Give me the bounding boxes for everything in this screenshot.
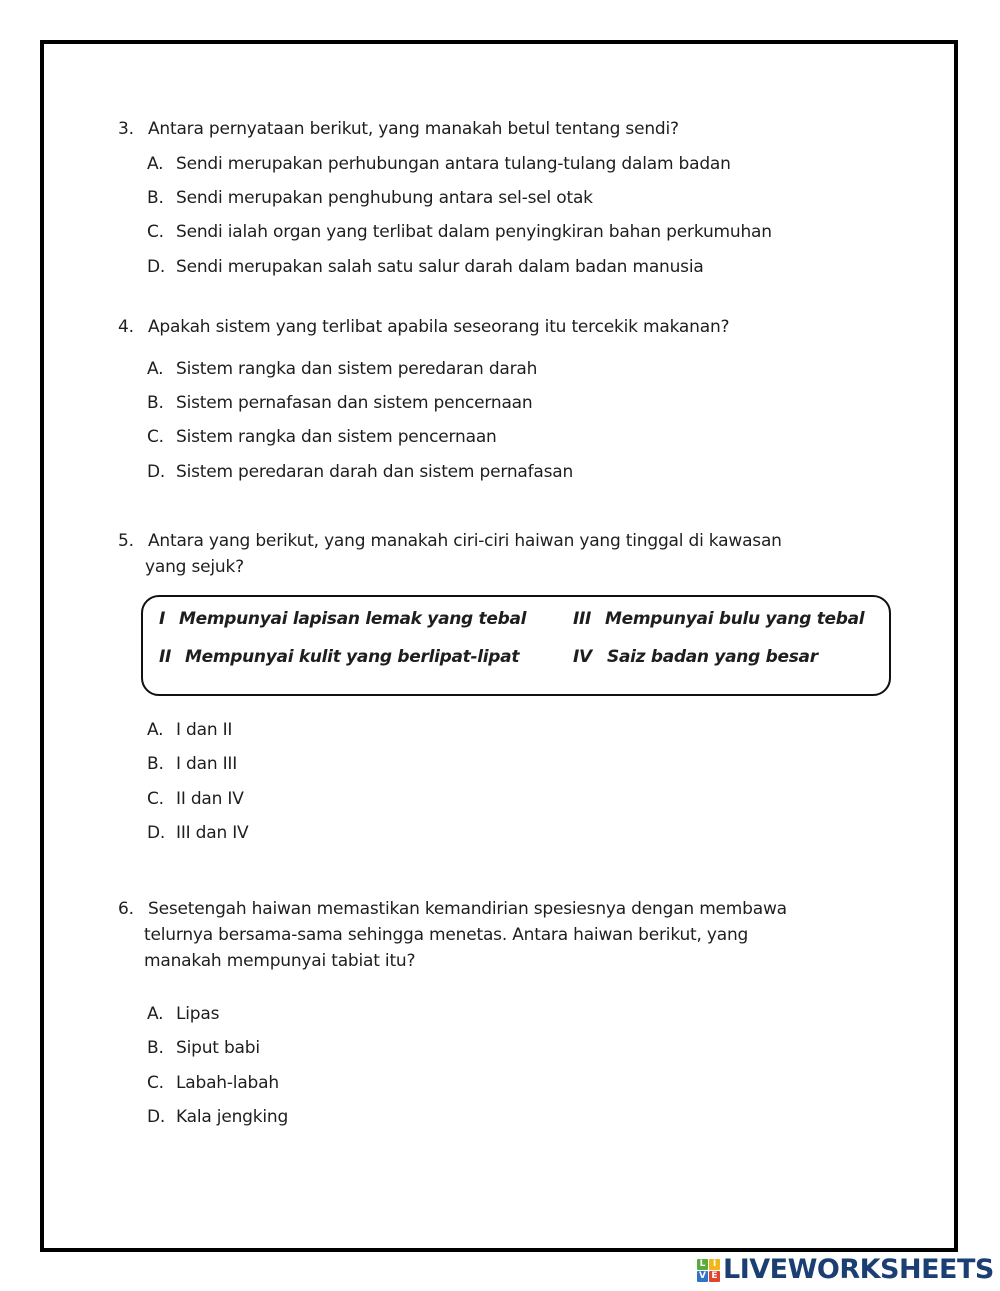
question-text: Antara yang berikut, yang manakah ciri-ciri haiwan yang tinggal di kawasan <box>148 531 782 551</box>
option-letter: B. <box>147 1038 164 1058</box>
statement-numeral: I <box>159 609 166 629</box>
question-number: 4. <box>118 317 134 337</box>
option-text: Sistem peredaran darah dan sistem pernafasan <box>176 462 574 482</box>
option-letter: B. <box>147 393 164 413</box>
option-letter: A. <box>147 359 164 379</box>
option-letter: C. <box>147 222 164 242</box>
option-text: Sistem rangka dan sistem peredaran darah <box>176 359 538 379</box>
option-text: I dan II <box>176 720 233 740</box>
statement-text: Saiz badan yang besar <box>607 647 818 667</box>
option-letter: A. <box>147 1004 164 1024</box>
statement-numeral: IV <box>573 647 592 667</box>
statement-text: Mempunyai kulit yang berlipat-lipat <box>185 647 520 667</box>
statement-text: Mempunyai bulu yang tebal <box>605 609 865 629</box>
tile-v: V <box>697 1271 708 1282</box>
option-letter: D. <box>147 823 166 843</box>
option-letter: B. <box>147 754 164 774</box>
option-text: II dan IV <box>176 789 244 809</box>
question-number: 3. <box>118 119 134 139</box>
tile-e: E <box>709 1271 720 1282</box>
option-letter: C. <box>147 789 164 809</box>
statement-ii <box>159 646 519 668</box>
option-letter: C. <box>147 1073 164 1093</box>
question-6-stem-line-3: manakah mempunyai tabiat itu? <box>144 951 416 971</box>
question-text: Sesetengah haiwan memastikan kemandirian spesiesnya dengan membawa <box>148 899 787 919</box>
live-tiles-icon <box>697 1259 720 1282</box>
statement-i <box>159 608 526 630</box>
option-text: Siput babi <box>176 1038 260 1058</box>
option-text: I dan III <box>176 754 238 774</box>
question-5-stem-line-2: yang sejuk? <box>145 557 244 577</box>
question-6-stem-line-2: telurnya bersama-sama sehingga menetas. Antara haiwan berikut, yang <box>144 925 749 945</box>
question-number: 5. <box>118 531 134 551</box>
statement-numeral: II <box>159 647 172 667</box>
option-letter: A. <box>147 720 164 740</box>
option-text: Kala jengking <box>176 1107 289 1127</box>
liveworksheets-logo[interactable] <box>697 1256 994 1284</box>
option-letter: C. <box>147 427 164 447</box>
option-text: Sistem rangka dan sistem pencernaan <box>176 427 497 447</box>
option-letter: D. <box>147 257 166 277</box>
option-letter: D. <box>147 1107 166 1127</box>
logo-text: LIVEWORKSHEETS <box>723 1254 994 1285</box>
option-letter: A. <box>147 154 164 174</box>
statement-iv <box>573 646 818 668</box>
option-letter: D. <box>147 462 166 482</box>
option-text: III dan IV <box>176 823 249 843</box>
option-letter: B. <box>147 188 164 208</box>
question-text: Apakah sistem yang terlibat apabila seseorang itu tercekik makanan? <box>148 317 730 337</box>
question-text: Antara pernyataan berikut, yang manakah betul tentang sendi? <box>148 119 679 139</box>
option-text: Labah-labah <box>176 1073 279 1093</box>
statement-iii <box>573 608 864 630</box>
tile-i: I <box>709 1259 720 1270</box>
option-text: Sistem pernafasan dan sistem pencernaan <box>176 393 533 413</box>
tile-l: L <box>697 1259 708 1270</box>
option-text: Sendi merupakan salah satu salur darah dalam badan manusia <box>176 257 704 277</box>
question-number: 6. <box>118 899 134 919</box>
statement-numeral: III <box>573 609 592 629</box>
option-text: Sendi ialah organ yang terlibat dalam penyingkiran bahan perkumuhan <box>176 222 772 242</box>
option-text: Sendi merupakan perhubungan antara tulang-tulang dalam badan <box>176 154 731 174</box>
statement-text: Mempunyai lapisan lemak yang tebal <box>179 609 527 629</box>
option-text: Lipas <box>176 1004 220 1024</box>
option-text: Sendi merupakan penghubung antara sel-sel otak <box>176 188 593 208</box>
